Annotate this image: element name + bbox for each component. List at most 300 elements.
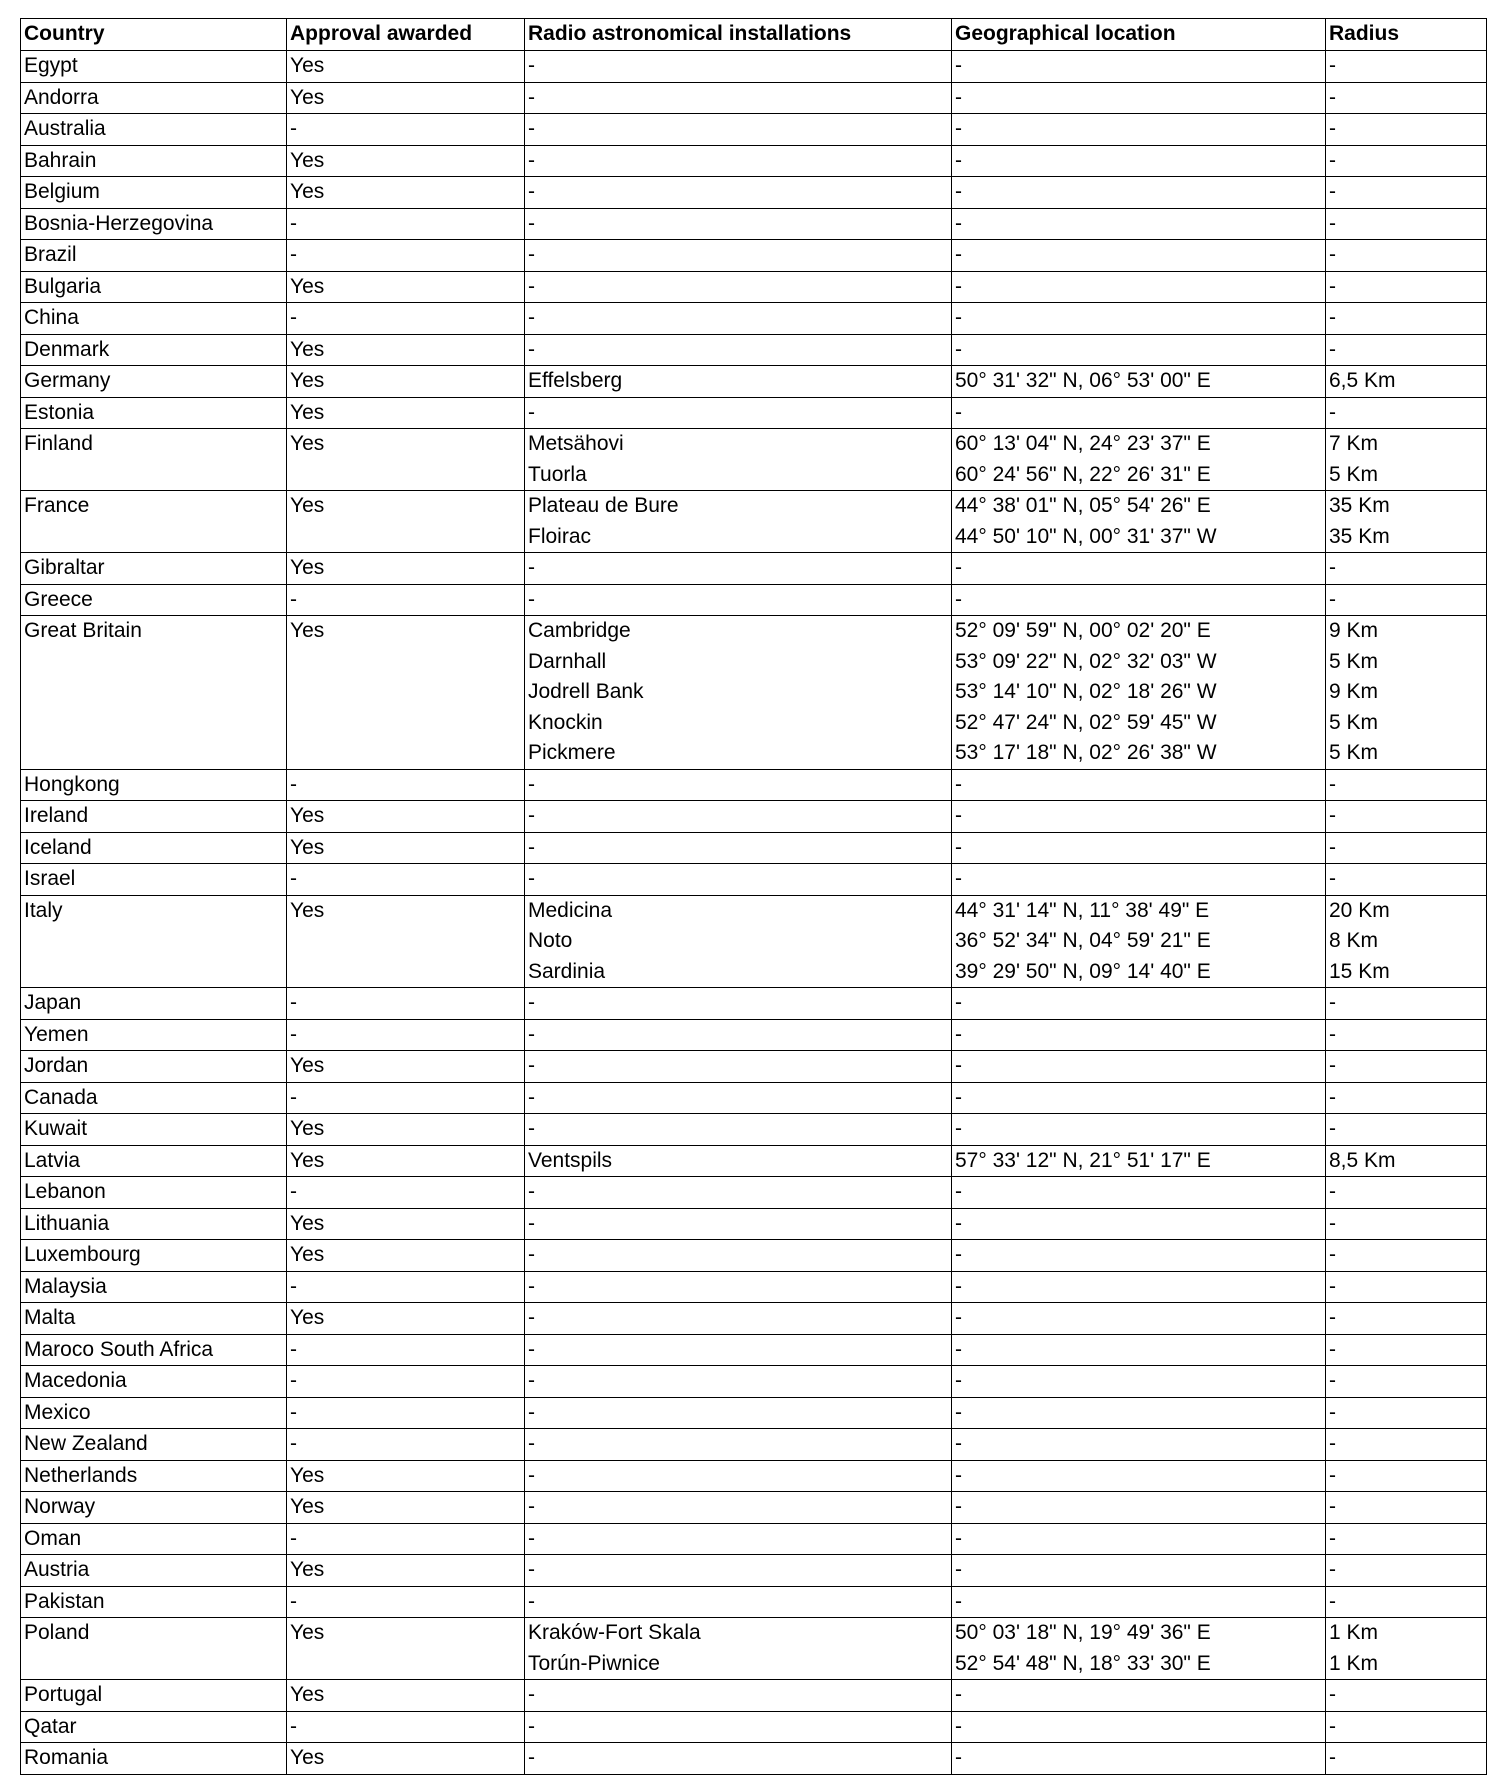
installation-cell: [525, 177, 952, 209]
approval-cell: Yes: [287, 1240, 525, 1272]
approval-cell: -: [287, 1586, 525, 1618]
radius-cell-line: -: [1329, 772, 1336, 796]
table-row: [21, 1240, 1487, 1272]
table-row: [21, 271, 1487, 303]
installation-cell-line: Cambridge: [528, 619, 631, 642]
location-cell-line: 44° 31' 14" N, 11° 38' 49" E: [955, 898, 1210, 922]
radius-cell: [1326, 51, 1487, 83]
table-row: [21, 177, 1487, 209]
country-cell: Luxembourg: [21, 1240, 287, 1272]
location-cell-line: -: [955, 867, 962, 890]
installation-cell-line: -: [528, 117, 535, 140]
country-cell: France: [21, 491, 287, 553]
location-cell: [952, 1397, 1326, 1429]
table-row: [21, 114, 1487, 146]
radius-cell: [1326, 1208, 1487, 1240]
installation-cell-line: Torún-Piwnice: [528, 1651, 660, 1675]
approval-cell: -: [287, 1177, 525, 1209]
location-cell-line: 60° 13' 04" N, 24° 23' 37" E: [955, 432, 1211, 455]
country-cell: China: [21, 303, 287, 335]
installation-cell-line: -: [528, 772, 535, 796]
installation-cell: [525, 895, 952, 988]
country-cell: Malta: [21, 1303, 287, 1335]
location-cell-line: -: [955, 1117, 962, 1140]
table-row: [21, 832, 1487, 864]
location-cell: [952, 1555, 1326, 1587]
location-cell-line: -: [955, 835, 962, 859]
installation-cell: [525, 1586, 952, 1618]
location-cell-line: -: [955, 148, 962, 172]
radius-cell-line: 1 Km: [1329, 1621, 1379, 1644]
table-row: [21, 145, 1487, 177]
radius-cell: [1326, 801, 1487, 833]
installation-cell-line: -: [528, 804, 535, 827]
radius-cell-line: 5 Km: [1329, 710, 1379, 734]
country-cell: Belgium: [21, 177, 287, 209]
radius-cell-line: -: [1329, 1117, 1336, 1140]
approval-cell: Yes: [287, 366, 525, 398]
header-installations: Radio astronomical installations: [525, 19, 952, 51]
installation-cell: [525, 801, 952, 833]
radius-cell: [1326, 1397, 1487, 1429]
installation-cell: [525, 1208, 952, 1240]
radius-cell: [1326, 491, 1487, 553]
installation-cell: [525, 397, 952, 429]
country-cell: Andorra: [21, 82, 287, 114]
installation-cell-line: Tuorla: [528, 462, 587, 486]
installation-cell-line: -: [528, 274, 535, 298]
radius-cell-line: -: [1329, 1369, 1336, 1392]
radius-cell-line: -: [1329, 1495, 1336, 1518]
country-cell: Oman: [21, 1523, 287, 1555]
installation-cell-line: -: [528, 1054, 535, 1077]
installation-cell: [525, 1051, 952, 1083]
location-cell-line: -: [955, 1022, 962, 1046]
installation-cell-line: -: [528, 337, 535, 361]
location-cell-line: -: [955, 54, 962, 77]
radius-cell-line: 35 Km: [1329, 524, 1390, 548]
radius-cell-line: 15 Km: [1329, 959, 1390, 983]
radius-cell: [1326, 1240, 1487, 1272]
location-cell-line: -: [955, 1274, 962, 1298]
radius-cell-line: 6,5 Km: [1329, 369, 1396, 392]
radius-cell-line: -: [1329, 54, 1336, 77]
table-row: [21, 208, 1487, 240]
table-row: [21, 240, 1487, 272]
installation-cell-line: -: [528, 1683, 535, 1706]
approval-cell: -: [287, 1429, 525, 1461]
location-cell-line: -: [955, 1243, 962, 1266]
approval-cell: Yes: [287, 1492, 525, 1524]
location-cell: [952, 1492, 1326, 1524]
country-cell: Qatar: [21, 1711, 287, 1743]
table-row: [21, 553, 1487, 585]
installation-cell: [525, 145, 952, 177]
radius-cell-line: -: [1329, 1432, 1336, 1455]
location-cell-line: -: [955, 274, 962, 298]
approval-cell: -: [287, 1271, 525, 1303]
location-cell: [952, 271, 1326, 303]
installation-cell-line: -: [528, 1526, 535, 1550]
country-cell: Egypt: [21, 51, 287, 83]
installation-cell-line: Noto: [528, 929, 573, 952]
installation-cell: [525, 584, 952, 616]
radius-cell: [1326, 1460, 1487, 1492]
location-cell-line: -: [955, 1495, 962, 1518]
radius-cell-line: -: [1329, 991, 1336, 1014]
installation-cell-line: -: [528, 1369, 535, 1392]
installation-cell-line: -: [528, 587, 535, 611]
installation-cell-line: -: [528, 1558, 535, 1581]
location-cell-line: -: [955, 1683, 962, 1706]
location-cell-line: 52° 09' 59" N, 00° 02' 20" E: [955, 619, 1211, 642]
radius-cell-line: -: [1329, 117, 1336, 140]
location-cell-line: 50° 03' 18" N, 19° 49' 36" E: [955, 1621, 1211, 1644]
installation-cell-line: -: [528, 1211, 535, 1235]
location-cell: [952, 553, 1326, 585]
approval-cell: -: [287, 114, 525, 146]
installation-cell-line: Knockin: [528, 710, 603, 734]
radius-cell-line: 5 Km: [1329, 462, 1379, 486]
country-cell: Lithuania: [21, 1208, 287, 1240]
location-cell: [952, 1618, 1326, 1680]
table-row: [21, 1303, 1487, 1335]
installation-cell: [525, 1082, 952, 1114]
country-cell: Hongkong: [21, 769, 287, 801]
radius-cell: [1326, 397, 1487, 429]
location-cell-line: -: [955, 1211, 962, 1235]
installation-cell: [525, 1271, 952, 1303]
country-cell: Great Britain: [21, 616, 287, 770]
radius-cell: [1326, 1680, 1487, 1712]
installation-cell: [525, 334, 952, 366]
location-cell: [952, 1680, 1326, 1712]
location-cell: [952, 334, 1326, 366]
radius-cell: [1326, 1177, 1487, 1209]
radius-cell: [1326, 1019, 1487, 1051]
location-cell: [952, 1177, 1326, 1209]
location-cell-line: -: [955, 1306, 962, 1329]
approval-cell: -: [287, 1523, 525, 1555]
table-row: [21, 1711, 1487, 1743]
installation-cell-line: -: [528, 991, 535, 1014]
location-cell-line: -: [955, 804, 962, 827]
approval-cell: Yes: [287, 334, 525, 366]
installation-cell: [525, 988, 952, 1020]
approval-cell: -: [287, 1082, 525, 1114]
radius-cell: [1326, 895, 1487, 988]
location-cell-line: 60° 24' 56" N, 22° 26' 31" E: [955, 462, 1211, 486]
location-cell-line: -: [955, 1369, 962, 1392]
table-row: [21, 82, 1487, 114]
radius-cell-line: -: [1329, 556, 1336, 579]
country-cell: Gibraltar: [21, 553, 287, 585]
installation-cell-line: -: [528, 1589, 535, 1613]
header-country: Country: [21, 19, 287, 51]
installation-cell-line: -: [528, 211, 535, 235]
installation-cell-line: -: [528, 556, 535, 579]
location-cell-line: -: [955, 587, 962, 611]
approval-cell: -: [287, 864, 525, 896]
radius-cell: [1326, 1618, 1487, 1680]
radius-cell: [1326, 988, 1487, 1020]
installation-cell: [525, 491, 952, 553]
table-row: [21, 1051, 1487, 1083]
location-cell-line: 36° 52' 34" N, 04° 59' 21" E: [955, 929, 1211, 952]
approval-cell: Yes: [287, 801, 525, 833]
location-cell-line: 50° 31' 32" N, 06° 53' 00" E: [955, 369, 1211, 392]
country-cell: Lebanon: [21, 1177, 287, 1209]
country-cell: Bulgaria: [21, 271, 287, 303]
radius-cell: [1326, 584, 1487, 616]
radius-cell-line: -: [1329, 243, 1336, 266]
location-cell: [952, 1523, 1326, 1555]
country-cell: Portugal: [21, 1680, 287, 1712]
country-cell: Ireland: [21, 801, 287, 833]
radius-cell-line: -: [1329, 1085, 1336, 1109]
table-header-row: [21, 19, 1487, 51]
location-cell: [952, 1366, 1326, 1398]
table-row: [21, 1743, 1487, 1775]
table-row: [21, 1366, 1487, 1398]
radius-cell: [1326, 553, 1487, 585]
location-cell-line: -: [955, 180, 962, 203]
approval-cell: Yes: [287, 1680, 525, 1712]
location-cell: [952, 1271, 1326, 1303]
table-row: [21, 988, 1487, 1020]
radius-cell: [1326, 429, 1487, 491]
table-row: [21, 334, 1487, 366]
country-cell: Latvia: [21, 1145, 287, 1177]
location-cell-line: -: [955, 1337, 962, 1361]
installation-cell-line: Jodrell Bank: [528, 680, 644, 703]
radius-cell-line: -: [1329, 835, 1336, 859]
radius-cell: [1326, 114, 1487, 146]
location-cell: [952, 1145, 1326, 1177]
table-row: [21, 1271, 1487, 1303]
location-cell: [952, 51, 1326, 83]
location-cell-line: 52° 47' 24" N, 02° 59' 45" W: [955, 710, 1217, 734]
installation-cell: [525, 864, 952, 896]
radius-cell-line: -: [1329, 306, 1336, 329]
radius-cell-line: -: [1329, 180, 1336, 203]
radius-cell: [1326, 334, 1487, 366]
country-cell: Macedonia: [21, 1366, 287, 1398]
location-cell-line: -: [955, 243, 962, 266]
radius-cell-line: -: [1329, 1714, 1336, 1738]
location-cell: [952, 114, 1326, 146]
radius-cell-line: 1 Km: [1329, 1651, 1379, 1675]
location-cell: [952, 1711, 1326, 1743]
table-row: [21, 616, 1487, 770]
country-cell: Bosnia-Herzegovina: [21, 208, 287, 240]
installation-cell-line: -: [528, 1117, 535, 1140]
installation-cell: [525, 1618, 952, 1680]
installation-cell-line: -: [528, 243, 535, 266]
country-cell: Mexico: [21, 1397, 287, 1429]
table-row: [21, 1523, 1487, 1555]
location-cell: [952, 240, 1326, 272]
country-cell: Brazil: [21, 240, 287, 272]
radius-cell: [1326, 1334, 1487, 1366]
installation-cell-line: -: [528, 1400, 535, 1424]
location-cell-line: -: [955, 1400, 962, 1424]
radius-cell-line: -: [1329, 211, 1336, 235]
radius-cell-line: 8,5 Km: [1329, 1148, 1396, 1172]
table-row: [21, 584, 1487, 616]
installation-cell-line: -: [528, 1463, 535, 1487]
approval-cell: Yes: [287, 1618, 525, 1680]
location-cell-line: -: [955, 1714, 962, 1738]
radius-cell-line: 35 Km: [1329, 494, 1390, 517]
location-cell: [952, 1240, 1326, 1272]
location-cell-line: -: [955, 1558, 962, 1581]
installation-cell-line: Darnhall: [528, 649, 607, 673]
location-cell: [952, 1208, 1326, 1240]
location-cell: [952, 832, 1326, 864]
installation-cell-line: -: [528, 1022, 535, 1046]
approval-cell: Yes: [287, 1114, 525, 1146]
installation-cell: [525, 114, 952, 146]
radius-cell-line: 7 Km: [1329, 432, 1379, 455]
installation-cell-line: -: [528, 148, 535, 172]
location-cell-line: 39° 29' 50" N, 09° 14' 40" E: [955, 959, 1211, 983]
location-cell: [952, 584, 1326, 616]
location-cell-line: -: [955, 556, 962, 579]
location-cell: [952, 429, 1326, 491]
radius-cell-line: 9 Km: [1329, 680, 1379, 703]
location-cell-line: -: [955, 1589, 962, 1613]
location-cell: [952, 303, 1326, 335]
country-cell: Romania: [21, 1743, 287, 1775]
radius-cell: [1326, 864, 1487, 896]
approval-cell: Yes: [287, 553, 525, 585]
installation-cell-line: Medicina: [528, 898, 613, 922]
header-location: Geographical location: [952, 19, 1326, 51]
approval-cell: Yes: [287, 1460, 525, 1492]
country-cell: Maroco South Africa: [21, 1334, 287, 1366]
table-row: [21, 1019, 1487, 1051]
installation-cell: [525, 208, 952, 240]
location-cell-line: -: [955, 337, 962, 361]
approval-cell: -: [287, 240, 525, 272]
installation-cell: [525, 553, 952, 585]
installation-cell: [525, 1240, 952, 1272]
installation-cell-line: Plateau de Bure: [528, 494, 679, 517]
installation-cell-line: -: [528, 1432, 535, 1455]
radius-cell-line: -: [1329, 1400, 1336, 1424]
radius-cell: [1326, 1082, 1487, 1114]
radius-cell: [1326, 1114, 1487, 1146]
radius-cell-line: -: [1329, 400, 1336, 424]
installation-cell-line: -: [528, 1746, 535, 1769]
location-cell-line: -: [955, 1085, 962, 1109]
table-row: [21, 1460, 1487, 1492]
radius-cell: [1326, 177, 1487, 209]
installation-cell-line: -: [528, 1085, 535, 1109]
table-row: [21, 1208, 1487, 1240]
installation-cell-line: -: [528, 180, 535, 203]
radius-cell: [1326, 1492, 1487, 1524]
table-row: [21, 491, 1487, 553]
location-cell-line: -: [955, 211, 962, 235]
radius-cell-line: -: [1329, 1526, 1336, 1550]
table-row: [21, 801, 1487, 833]
location-cell: [952, 1019, 1326, 1051]
radius-cell: [1326, 1271, 1487, 1303]
approval-cell: Yes: [287, 832, 525, 864]
radius-cell-line: -: [1329, 274, 1336, 298]
radius-cell-line: -: [1329, 1337, 1336, 1361]
radius-cell: [1326, 145, 1487, 177]
installation-cell-line: -: [528, 1714, 535, 1738]
radius-cell: [1326, 1145, 1487, 1177]
installation-cell: [525, 1680, 952, 1712]
radius-cell-line: -: [1329, 1180, 1336, 1203]
installation-cell-line: Pickmere: [528, 741, 616, 764]
installation-cell: [525, 1177, 952, 1209]
location-cell: [952, 864, 1326, 896]
table-row: [21, 429, 1487, 491]
radius-cell: [1326, 1743, 1487, 1775]
location-cell: [952, 769, 1326, 801]
installation-cell-line: -: [528, 1243, 535, 1266]
radius-cell-line: -: [1329, 804, 1336, 827]
installation-cell-line: Metsähovi: [528, 432, 624, 455]
location-cell: [952, 82, 1326, 114]
radio-astronomy-table: [20, 18, 1487, 1775]
country-cell: Japan: [21, 988, 287, 1020]
approval-cell: -: [287, 303, 525, 335]
installation-cell: [525, 1711, 952, 1743]
radius-cell-line: -: [1329, 337, 1336, 361]
installation-cell: [525, 1555, 952, 1587]
radius-cell-line: -: [1329, 1054, 1336, 1077]
location-cell: [952, 1303, 1326, 1335]
location-cell: [952, 1460, 1326, 1492]
approval-cell: Yes: [287, 1051, 525, 1083]
location-cell-line: -: [955, 1180, 962, 1203]
installation-cell: [525, 1397, 952, 1429]
installation-cell-line: -: [528, 306, 535, 329]
radius-cell: [1326, 1366, 1487, 1398]
radius-cell-line: -: [1329, 1683, 1336, 1706]
installation-cell: [525, 1523, 952, 1555]
location-cell-line: -: [955, 117, 962, 140]
location-cell: [952, 208, 1326, 240]
location-cell-line: -: [955, 306, 962, 329]
approval-cell: -: [287, 769, 525, 801]
radius-cell-line: -: [1329, 1211, 1336, 1235]
table-row: [21, 1114, 1487, 1146]
location-cell-line: -: [955, 400, 962, 424]
table-row: [21, 769, 1487, 801]
country-cell: Netherlands: [21, 1460, 287, 1492]
radius-cell: [1326, 82, 1487, 114]
country-cell: Jordan: [21, 1051, 287, 1083]
radius-cell: [1326, 616, 1487, 770]
table-row: [21, 1586, 1487, 1618]
radius-cell-line: -: [1329, 1306, 1336, 1329]
installation-cell-line: -: [528, 400, 535, 424]
radius-cell-line: -: [1329, 1274, 1336, 1298]
country-cell: Israel: [21, 864, 287, 896]
installation-cell: [525, 429, 952, 491]
location-cell: [952, 988, 1326, 1020]
location-cell: [952, 397, 1326, 429]
approval-cell: Yes: [287, 429, 525, 491]
installation-cell: [525, 1366, 952, 1398]
